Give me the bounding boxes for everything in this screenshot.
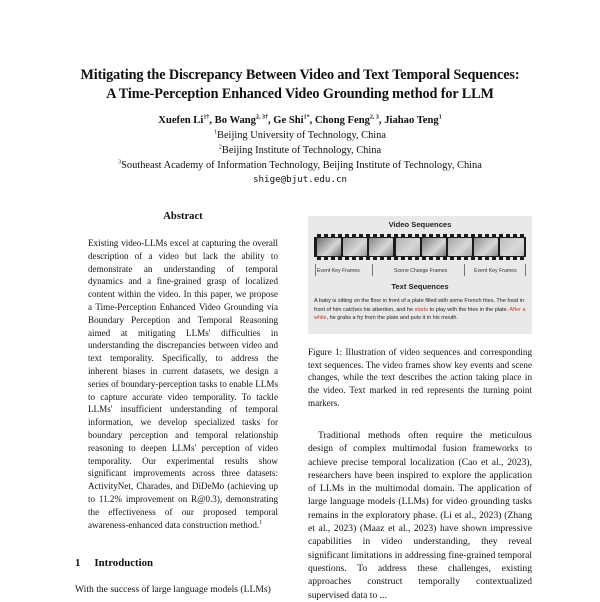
figure-1: [308, 216, 532, 334]
affiliation-3: $^3$Southeast Academy of Information Technology, Beijing Institute of Technology, China: [118, 159, 482, 171]
author: Chong Feng$^{2, 3}$: [314, 114, 379, 126]
contact-email[interactable]: shige@bjut.edu.cn: [252, 174, 348, 185]
marker-line: [315, 264, 316, 276]
video-frame: [317, 238, 341, 256]
section-title: Introduction: [94, 557, 154, 569]
marker-line: [464, 264, 465, 276]
marker-event-key-frames: Event Key Frames: [474, 268, 517, 274]
text-sequences-label: Text Sequences: [391, 282, 449, 291]
marker-scene-change-frames: Scene Change Frames: [394, 268, 448, 274]
section-number: 1: [75, 557, 81, 569]
author: Ge Shi$^{1*}$: [273, 114, 310, 126]
section-heading-introduction: [75, 557, 153, 569]
author-list: Xuefen $Li^{1\dagger}$, Bo Wang$^{2, 3\dagger}$, Ge Shi$^{1*}$, Chong Feng$^{2, 3}$, Jiahao Teng$^1$: [158, 114, 442, 126]
figure-text-sequence: A baby is sitting on the floor in front of a plate filled with some French fries. The food in front of him catches his attention, and he starts to play with the fries in the plate. After a while, he grabs a fry from the plate and puts it in his mouth.: [314, 298, 526, 322]
abstract-body: Existing video-LLMs excel at capturing the overall description of a video but lack the ability to demonstrate an understanding of temporal dynamics and a fine-grained grasp of localized content within the video. In this paper, we propose a Time-Perception Enhanced Video Grounding via Boundary Perception and Temporal Reasoning aimed at mitigating LLMs' difficulties in understanding the discrepancies between video and text temporality. Specifically, to address the inherent biases in current datasets, we design a series of boundary-perception tasks to enable LLMs to capture accurate video temporality. To tackle LLMs' insufficient understanding of temporal information, we develop specialized tasks for boundary perception and temporal relationship reasoning to deepen LLMs' perception of video temporality. Our experimental results show significant improvements across three datasets: ActivityNet, Charades, and DiDeMo (achieving up to 11.2% improvement on R@0.3), demonstrating the effectiveness of our proposed temporal awareness-enhanced data construction method.$^1$: [88, 238, 278, 530]
abstract-heading: Abstract: [163, 211, 203, 222]
title-line-1: Mitigating the Discrepancy Between Video and Text Temporal Sequences:: [80, 67, 520, 83]
marker-event-key-frames: Event Key Frames: [317, 268, 360, 274]
video-frame: [369, 238, 393, 256]
author: Xuefen $Li^{1\dagger}$: [158, 114, 210, 126]
film-perforation: [314, 234, 526, 237]
video-frame: [474, 238, 498, 256]
video-frame: [448, 238, 472, 256]
author: Jiahao Teng$^1$: [384, 114, 442, 126]
video-frame: [422, 238, 446, 256]
video-frame: [500, 238, 524, 256]
title-line-2: A Time-Perception Enhanced Video Grounding method for LLM: [106, 86, 494, 102]
film-perforation: [314, 257, 526, 260]
video-filmstrip: [314, 234, 526, 260]
video-frame: [343, 238, 367, 256]
turning-point-marker: After a while: [314, 306, 526, 322]
marker-line: [372, 264, 373, 276]
introduction-text: With the success of large language models (LLMs): [75, 584, 271, 595]
turning-point-marker: starts: [414, 306, 429, 313]
footnote-mark[interactable]: 1: [259, 519, 263, 526]
affiliation-1: $^1$Beijing University of Technology, China: [214, 129, 386, 141]
marker-line: [525, 264, 526, 276]
paper-title: [0, 66, 600, 104]
author: Bo Wang$^{2, 3\dagger}$: [214, 114, 268, 126]
video-frame: [396, 238, 420, 256]
video-sequences-label: Video Sequences: [388, 220, 452, 229]
frame-markers: [314, 264, 526, 276]
affiliation-2: $^2$Beijing Institute of Technology, China: [218, 144, 382, 156]
figure-caption: Figure 1: Illustration of video sequences and corresponding text sequences. The video frames show key events and scene changes, while the text describes the action taking place in the video. Text marked in red represents the turning point markers.: [308, 347, 532, 408]
body-paragraph: Traditional methods often require the meticulous design of complex multimodal fusion frameworks to achieve precise temporal localization (Cao et al., 2023), researchers have been inspired to explore the application of LLMs in the multimodal domain. The application of large language models (LLMs) for video grounding tasks remains in the exploratory phase. (Li et al., 2023) (Zhang et al., 2023) (Maaz et al., 2023) have shown impressive capabilities in video understanding, they reveal significant limitations in addressing fine-grained temporal questions. To address these challenges, existing approaches construct temporally contextualized supervised data to ...: [308, 430, 532, 601]
